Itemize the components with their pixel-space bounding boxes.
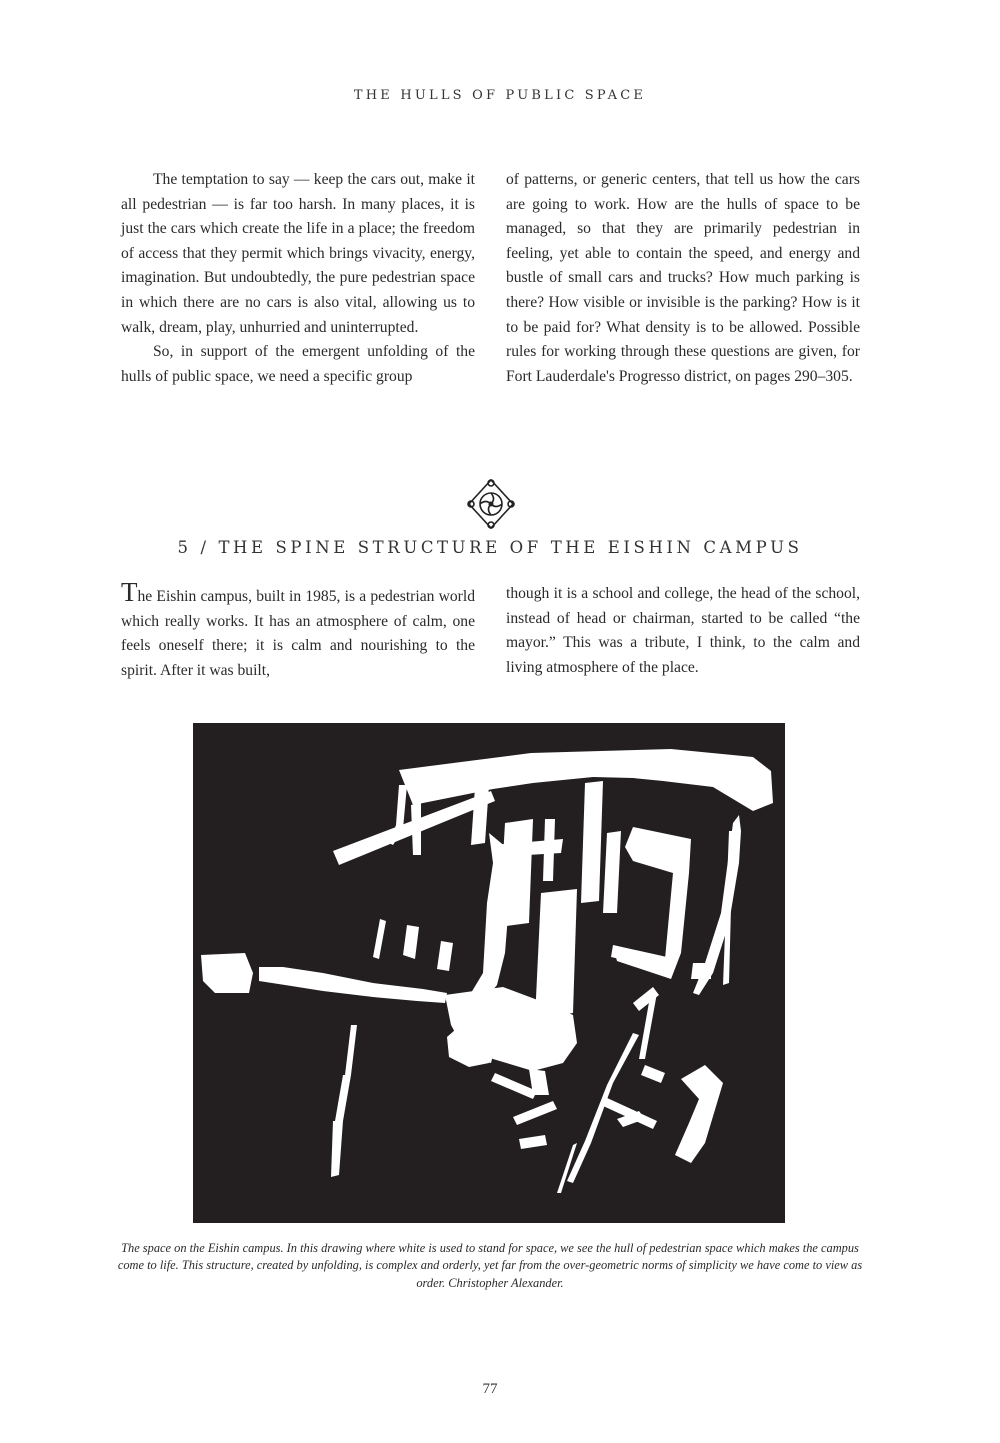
section1-left-column [121, 168, 475, 389]
running-head: THE HULLS OF PUBLIC SPACE [353, 88, 647, 103]
section-heading: 5 / THE SPINE STRUCTURE OF THE EISHIN CAMPUS [177, 538, 803, 557]
section2-paragraph-1-text: he Eishin campus, built in 1985, is a pedestrian world which really works. It has an atmosphere of calm, one feels oneself there; it is calm and nourishing to the spirit. After it was built, [121, 588, 475, 679]
campus-space-drawing [193, 723, 785, 1223]
page-number: 77 [482, 1381, 498, 1397]
figure-caption: The space on the Eishin campus. In this drawing where white is used to stand for space, we see the hull of pedestrian space which makes the campus come to life. This structure, created by unfolding, is complex and orderly, yet far from the over-geometric norms of simplicity we have come to view as order. Christopher Alexander. [117, 1241, 863, 1290]
drop-cap: T [121, 577, 138, 607]
campus-figure [193, 723, 785, 1223]
section2-right-column [506, 582, 860, 680]
section1-paragraph-2: So, in support of the emergent unfolding of the hulls of public space, we need a specific group [121, 343, 475, 385]
section2-paragraph-1 [121, 577, 475, 683]
section2-paragraph-2: though it is a school and college, the head of the school, instead of head or chairman, started to be called “the mayor.” This was a tribute, I think, to the calm and living atmosphere of the place. [506, 585, 860, 676]
section2-left-column [121, 577, 475, 683]
section1-paragraph-1: The temptation to say — keep the cars out, make it all pedestrian — is far too harsh. In many places, it is just the cars which create the life in a place; the freedom of access that they permit which brings vivacity, energy, imagination. But undoubtedly, the pure pedestrian space in which there are no cars is also vital, allowing us to walk, dream, play, unhurried and uninterrupted. [121, 171, 475, 336]
section1-paragraph-3: of patterns, or generic centers, that tell us how the cars are going to work. How are the hulls of space to be managed, so that they are primarily pedestrian in feeling, yet able to contain the speed, and energy and bustle of small cars and trucks? How much parking is there? How visible or invisible is the parking? How is it to be paid for? What density is to be allowed. Possible rules for working through these questions are given, for Fort Lauderdale's Progresso district, on pages 290–305. [506, 171, 860, 385]
fleuron-ornament-icon [465, 476, 517, 532]
section1-right-column [506, 168, 860, 389]
